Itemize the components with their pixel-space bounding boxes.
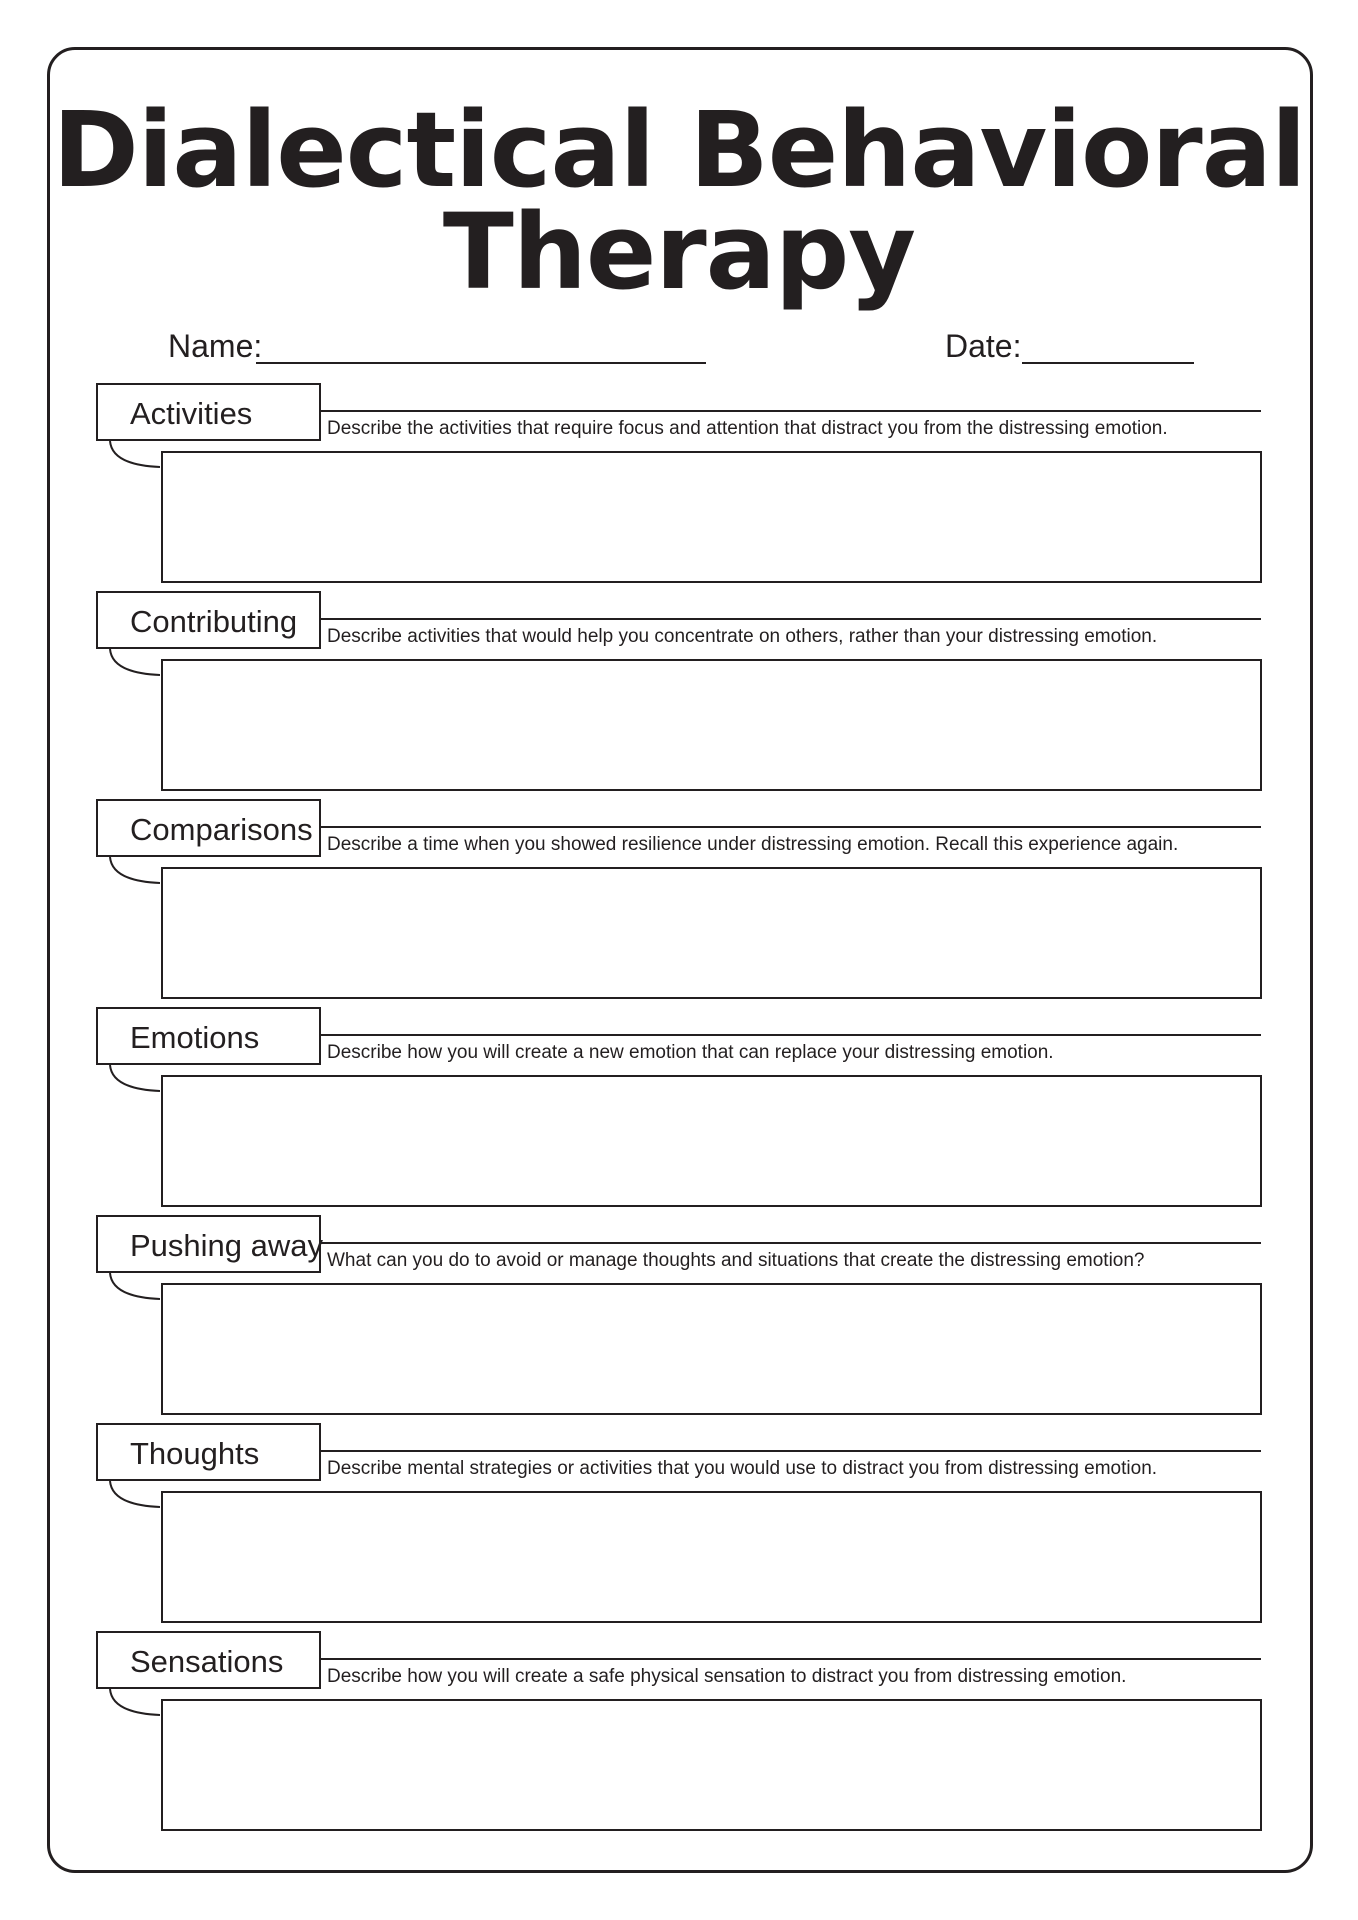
section-prompt: Describe how you will create a safe physical sensation to distract you from distressing emotion. [327,1666,1127,1687]
section-tab [96,383,321,441]
section-label: Thoughts [130,1436,260,1471]
prompt-rule [321,1242,1261,1244]
section-prompt: Describe activities that would help you concentrate on others, rather than your distressing emotion. [327,626,1158,647]
prompt-rule [321,826,1261,828]
section-emotions [0,1007,1358,1215]
name-field[interactable] [256,362,706,364]
answer-box[interactable] [161,1283,1262,1415]
section-pushing-away [0,1215,1358,1423]
section-prompt: Describe the activities that require focus and attention that distract you from the distressing emotion. [327,418,1168,439]
name-label: Name: [168,328,263,364]
section-contributing [0,591,1358,799]
section-tab [96,1423,321,1481]
section-label: Comparisons [130,812,313,847]
answer-box[interactable] [161,1075,1262,1207]
worksheet-title-line-1: Dialectical Behavioral [52,89,1306,211]
prompt-rule [321,1450,1261,1452]
prompt-rule [321,1034,1261,1036]
section-prompt: Describe how you will create a new emotion that can replace your distressing emotion. [327,1042,1054,1063]
answer-box[interactable] [161,1491,1262,1623]
section-tab [96,1007,321,1065]
section-prompt: Describe a time when you showed resilience under distressing emotion. Recall this experience again. [327,834,1179,855]
section-activities [0,383,1358,591]
prompt-rule [321,410,1261,412]
answer-box[interactable] [161,867,1262,999]
date-field[interactable] [1022,362,1194,364]
connector-curve [106,649,160,683]
section-tab [96,1631,321,1689]
answer-box[interactable] [161,659,1262,791]
section-thoughts [0,1423,1358,1631]
connector-curve [106,857,160,891]
section-tab [96,1215,324,1273]
section-label: Activities [130,396,253,431]
section-label: Sensations [130,1644,284,1679]
section-label: Pushing away [130,1228,324,1263]
section-prompt: Describe mental strategies or activities that you would use to distract you from distressing emotion. [327,1458,1158,1479]
section-sensations [0,1631,1358,1839]
section-tab [96,799,321,857]
prompt-rule [321,618,1261,620]
connector-curve [106,1481,160,1515]
answer-box[interactable] [161,451,1262,583]
date-label: Date: [945,328,1022,364]
prompt-rule [321,1658,1261,1660]
section-prompt: What can you do to avoid or manage thoughts and situations that create the distressing emotion? [327,1250,1145,1271]
connector-curve [106,1065,160,1099]
worksheet-title-line-2: Therapy [442,191,916,313]
connector-curve [106,1273,160,1307]
section-tab [96,591,321,649]
section-label: Emotions [130,1020,260,1055]
section-comparisons [0,799,1358,1007]
answer-box[interactable] [161,1699,1262,1831]
connector-curve [106,441,160,475]
section-label: Contributing [130,604,298,639]
connector-curve [106,1689,160,1723]
